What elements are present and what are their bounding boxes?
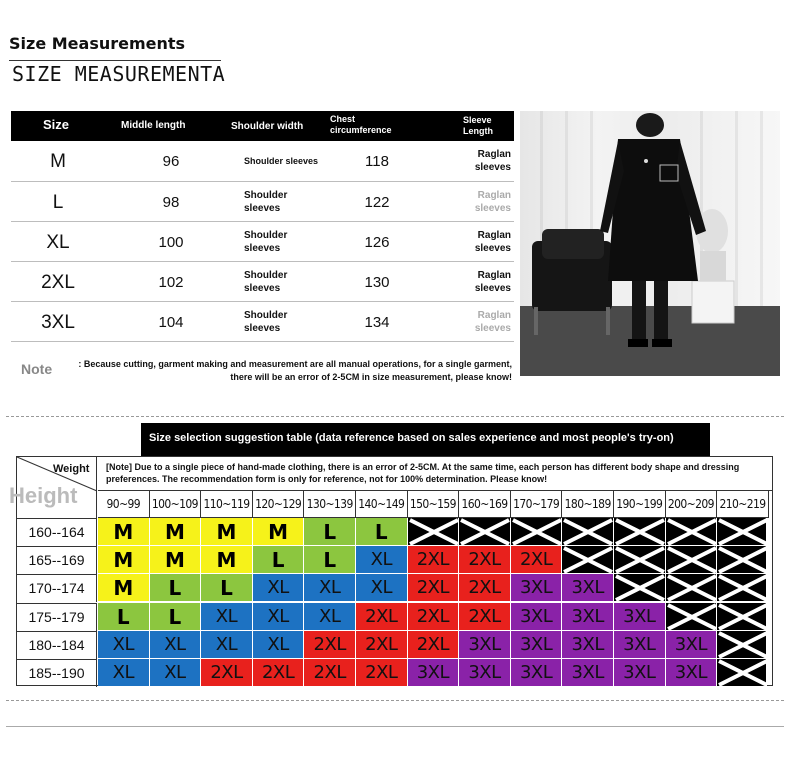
chest-value: 122 xyxy=(364,194,390,211)
weight-header: 130~139 xyxy=(304,491,356,518)
size-selection-grid xyxy=(9,456,773,686)
col-size: Size xyxy=(43,117,70,132)
weight-header: 210~219 xyxy=(717,491,769,518)
size-recommendation-cell: 3XL xyxy=(408,659,460,687)
not-recommended-cell xyxy=(459,518,511,546)
weight-header: 90~99 xyxy=(98,491,150,518)
page-title: Size Measurements xyxy=(9,34,186,53)
middle-length-value: 98 xyxy=(162,194,180,211)
size-recommendation-cell: 3XL xyxy=(614,603,666,631)
weight-label: Weight xyxy=(53,463,90,475)
cross-icon xyxy=(717,659,769,687)
not-recommended-cell xyxy=(717,546,767,574)
size-recommendation-cell: L xyxy=(304,518,356,546)
weight-header: 110~119 xyxy=(201,491,253,518)
size-recommendation-cell: L xyxy=(201,574,253,602)
size-recommendation-cell: 2XL xyxy=(356,603,408,631)
size-recommendation-cell: XL xyxy=(356,574,408,602)
cross-icon xyxy=(717,603,769,631)
size-recommendation-cell: M xyxy=(98,518,150,546)
col-middle-length: Middle length xyxy=(121,120,186,131)
cross-icon xyxy=(666,518,718,546)
size-recommendation-cell: L xyxy=(98,603,150,631)
size-recommendation-cell: M xyxy=(201,546,253,574)
size-recommendation-cell: L xyxy=(150,603,202,631)
size-recommendation-cell: 2XL xyxy=(408,603,460,631)
shoulder-value: Shoulder sleeves xyxy=(244,230,288,254)
height-header: 185--190 xyxy=(17,659,97,687)
weight-header: 140~149 xyxy=(356,491,408,518)
size-recommendation-cell: 2XL xyxy=(356,631,408,659)
chest-value: 126 xyxy=(364,234,390,251)
size-recommendation-cell: L xyxy=(150,574,202,602)
middle-length-value: 96 xyxy=(162,153,180,170)
size-recommendation-cell: 3XL xyxy=(614,631,666,659)
not-recommended-cell xyxy=(717,659,767,687)
size-recommendation-cell: XL xyxy=(253,603,305,631)
not-recommended-cell xyxy=(614,574,666,602)
selection-title: Size selection suggestion table (data reference based on sales experience and most people's try-on) xyxy=(141,423,710,456)
size-row xyxy=(11,141,514,182)
size-recommendation-cell: 2XL xyxy=(408,631,460,659)
height-header: 160--164 xyxy=(17,518,97,546)
cross-icon xyxy=(562,546,614,574)
shoulder-value: Shoulder sleeves xyxy=(244,310,288,334)
size-recommendation-cell: 2XL xyxy=(459,603,511,631)
sleeve-value: Raglan sleeves xyxy=(474,310,511,334)
size-recommendation-cell: XL xyxy=(253,631,305,659)
size-value: XL xyxy=(46,232,70,253)
size-row xyxy=(11,182,514,222)
size-recommendation-cell: 3XL xyxy=(459,659,511,687)
size-recommendation-cell: XL xyxy=(356,546,408,574)
size-recommendation-cell: 3XL xyxy=(614,659,666,687)
size-recommendation-cell: 2XL xyxy=(304,659,356,687)
size-recommendation-cell: 3XL xyxy=(562,659,614,687)
size-recommendation-cell: M xyxy=(150,546,202,574)
middle-length-value: 100 xyxy=(158,234,184,251)
size-recommendation-cell: 3XL xyxy=(562,631,614,659)
height-header: 165--169 xyxy=(17,546,97,574)
weight-header: 150~159 xyxy=(408,491,460,518)
size-value: M xyxy=(50,151,66,172)
size-recommendation-cell: 2XL xyxy=(408,574,460,602)
col-chest: Chest circumference xyxy=(330,114,392,135)
cross-icon xyxy=(666,603,718,631)
size-recommendation-cell: 3XL xyxy=(562,574,614,602)
weight-header: 170~179 xyxy=(511,491,563,518)
note-text: : Because cutting, garment making and measurement are all manual operations, for a single garment, there will be an error of 2-5CM in size measurement, please know! xyxy=(78,359,512,382)
cross-icon xyxy=(666,574,718,602)
size-recommendation-cell: 3XL xyxy=(666,631,718,659)
not-recommended-cell xyxy=(562,546,614,574)
height-label: Height xyxy=(9,483,78,508)
chest-value: 130 xyxy=(364,274,390,291)
chest-value: 118 xyxy=(365,153,389,170)
size-recommendation-cell: XL xyxy=(304,574,356,602)
cross-icon xyxy=(459,518,511,546)
not-recommended-cell xyxy=(614,546,666,574)
size-row xyxy=(11,262,514,302)
size-row xyxy=(11,222,514,262)
weight-header: 160~169 xyxy=(459,491,511,518)
size-recommendation-cell: 3XL xyxy=(511,659,563,687)
bottom-rule xyxy=(6,726,784,727)
cross-icon xyxy=(717,631,769,659)
size-value: L xyxy=(52,192,64,213)
size-measurement-table xyxy=(11,111,514,342)
sleeve-value: Raglan sleeves xyxy=(474,149,511,173)
middle-length-value: 104 xyxy=(158,314,184,331)
size-recommendation-cell: 3XL xyxy=(511,603,563,631)
height-header: 175--179 xyxy=(17,603,97,631)
not-recommended-cell xyxy=(511,518,563,546)
not-recommended-cell xyxy=(717,518,767,546)
size-recommendation-cell: XL xyxy=(253,574,305,602)
not-recommended-cell xyxy=(666,546,718,574)
size-recommendation-cell: 2XL xyxy=(511,546,563,574)
cross-icon xyxy=(614,574,666,602)
size-recommendation-cell: 2XL xyxy=(459,546,511,574)
cross-icon xyxy=(666,546,718,574)
sleeve-value: Raglan sleeves xyxy=(474,190,511,214)
cross-icon xyxy=(717,546,769,574)
not-recommended-cell xyxy=(408,518,460,546)
shoulder-value: Shoulder sleeves xyxy=(244,270,288,294)
size-value: 3XL xyxy=(41,312,75,333)
weight-header: 180~189 xyxy=(562,491,614,518)
cross-icon xyxy=(614,518,666,546)
cross-icon xyxy=(717,574,769,602)
bottom-divider xyxy=(6,700,784,701)
weight-header: 200~209 xyxy=(666,491,718,518)
size-recommendation-cell: M xyxy=(253,518,305,546)
size-recommendation-cell: XL xyxy=(201,603,253,631)
not-recommended-cell xyxy=(614,518,666,546)
not-recommended-cell xyxy=(666,574,718,602)
size-recommendation-cell: 3XL xyxy=(511,574,563,602)
size-recommendation-cell: L xyxy=(253,546,305,574)
size-recommendation-cell: 3XL xyxy=(511,631,563,659)
size-table-header xyxy=(11,111,514,141)
not-recommended-cell xyxy=(717,603,767,631)
title-rule xyxy=(9,60,221,61)
size-recommendation-cell: 3XL xyxy=(459,631,511,659)
grid-note: [Note] Due to a single piece of hand-made clothing, there is an error of 2-5CM. At the same time, each person has different body shape and dressing preferences. The recommendation form is only for reference, not for 100% determination. Please know! xyxy=(98,457,773,491)
middle-length-value: 102 xyxy=(158,274,184,291)
size-recommendation-cell: XL xyxy=(150,659,202,687)
note-label: Note xyxy=(21,361,53,377)
cross-icon xyxy=(562,518,614,546)
height-header: 170--174 xyxy=(17,574,97,602)
size-recommendation-cell: 2XL xyxy=(253,659,305,687)
size-recommendation-cell: XL xyxy=(150,631,202,659)
model-photo xyxy=(520,111,780,376)
size-recommendation-cell: 2XL xyxy=(304,631,356,659)
size-recommendation-cell: M xyxy=(98,574,150,602)
size-recommendation-cell: XL xyxy=(304,603,356,631)
size-recommendation-cell: XL xyxy=(201,631,253,659)
sleeve-value: Raglan sleeves xyxy=(474,230,511,254)
size-recommendation-cell: XL xyxy=(98,659,150,687)
size-recommendation-cell: 2XL xyxy=(408,546,460,574)
not-recommended-cell xyxy=(562,518,614,546)
weight-header: 100~109 xyxy=(150,491,202,518)
shoulder-value: Shoulder sleeves xyxy=(244,190,288,214)
size-value: 2XL xyxy=(41,272,75,293)
size-recommendation-cell: 2XL xyxy=(356,659,408,687)
not-recommended-cell xyxy=(666,518,718,546)
weight-header: 120~129 xyxy=(253,491,305,518)
height-header: 180--184 xyxy=(17,631,97,659)
size-recommendation-cell: XL xyxy=(98,631,150,659)
cross-icon xyxy=(717,518,769,546)
size-recommendation-cell: 2XL xyxy=(459,574,511,602)
cross-icon xyxy=(511,518,563,546)
shoulder-value: Shoulder sleeves xyxy=(244,156,319,166)
sleeve-value: Raglan sleeves xyxy=(474,270,511,294)
size-recommendation-cell: 2XL xyxy=(201,659,253,687)
weight-header: 190~199 xyxy=(614,491,666,518)
size-recommendation-cell: M xyxy=(98,546,150,574)
not-recommended-cell xyxy=(717,574,767,602)
size-recommendation-cell: L xyxy=(304,546,356,574)
section-divider xyxy=(6,416,784,417)
size-recommendation-cell: L xyxy=(356,518,408,546)
size-recommendation-cell: M xyxy=(150,518,202,546)
page-subtitle: SIZE MEASUREMENTA xyxy=(12,62,226,86)
size-recommendation-cell: 3XL xyxy=(562,603,614,631)
col-sleeve-length: Sleeve Length xyxy=(463,115,493,136)
size-recommendation-cell: M xyxy=(201,518,253,546)
cross-icon xyxy=(614,546,666,574)
cross-icon xyxy=(408,518,460,546)
chest-value: 134 xyxy=(364,314,390,331)
not-recommended-cell xyxy=(717,631,767,659)
size-recommendation-cell: 3XL xyxy=(666,659,718,687)
size-row xyxy=(11,302,514,342)
model-figure-icon xyxy=(520,111,780,376)
not-recommended-cell xyxy=(666,603,718,631)
col-shoulder-width: Shoulder width xyxy=(231,121,304,132)
